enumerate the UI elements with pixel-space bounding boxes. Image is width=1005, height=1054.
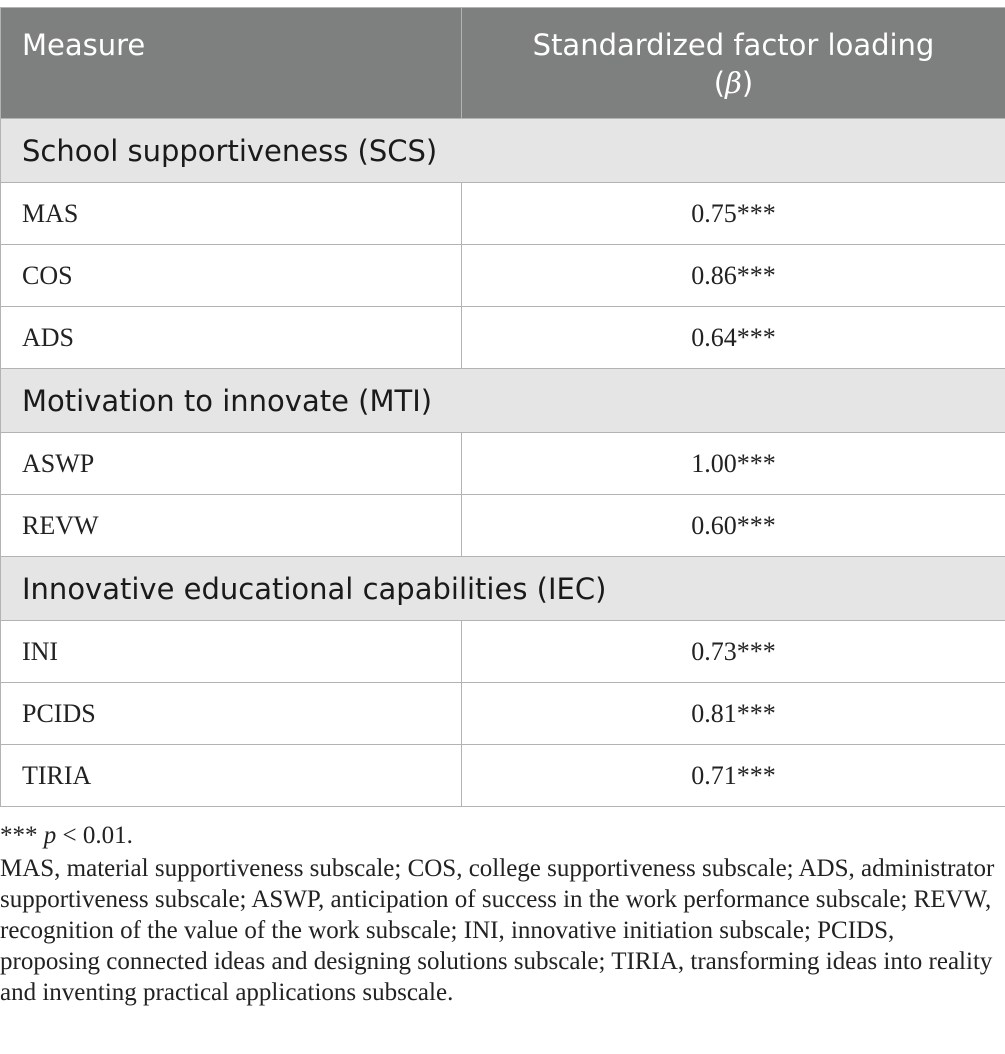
measure-cell: TIRIA — [1, 745, 462, 807]
table-header-row — [1, 8, 1005, 119]
table-row — [1, 433, 1005, 495]
table-row — [1, 495, 1005, 557]
header-loading-label: Standardized factor loading — [532, 28, 935, 62]
abbreviations-note: MAS, material supportiveness subscale; COS, college supportiveness subscale; ADS, administrator supportiveness subscale; ASWP, anticipation of success in the work performance subscale; REVW, recognition of the value of the work subscale; INI, innovative initiation subscale; PCIDS, proposing connected ideas and designing solutions subscale; TIRIA, transforming ideas into reality and inventing practical applications subscale. — [0, 855, 995, 1006]
factor-loading-table — [0, 7, 1005, 807]
group-row-scs — [1, 119, 1005, 183]
table-footnotes — [0, 820, 1000, 1008]
loading-cell: 0.64*** — [462, 307, 1005, 369]
group-title: Innovative educational capabilities (IEC) — [1, 557, 1005, 621]
table-row — [1, 183, 1005, 245]
significance-threshold: < 0.01. — [62, 822, 133, 849]
significance-p: p — [43, 822, 57, 849]
measure-cell: REVW — [1, 495, 462, 557]
significance-stars: *** — [0, 822, 38, 849]
table-row — [1, 621, 1005, 683]
significance-note — [0, 820, 1000, 851]
loading-cell: 1.00*** — [462, 433, 1005, 495]
measure-cell: PCIDS — [1, 683, 462, 745]
measure-cell: COS — [1, 245, 462, 307]
table-row — [1, 745, 1005, 807]
measure-cell: ASWP — [1, 433, 462, 495]
group-row-mti — [1, 369, 1005, 433]
table-row — [1, 683, 1005, 745]
loading-cell: 0.75*** — [462, 183, 1005, 245]
loading-cell: 0.60*** — [462, 495, 1005, 557]
header-measure: Measure — [1, 8, 462, 119]
measure-cell: MAS — [1, 183, 462, 245]
header-beta-symbol: β — [725, 66, 742, 100]
group-title: Motivation to innovate (MTI) — [1, 369, 1005, 433]
group-title: School supportiveness (SCS) — [1, 119, 1005, 183]
measure-cell: INI — [1, 621, 462, 683]
group-row-iec — [1, 557, 1005, 621]
loading-cell: 0.81*** — [462, 683, 1005, 745]
loading-cell: 0.73*** — [462, 621, 1005, 683]
table-row — [1, 307, 1005, 369]
header-loading: Standardized factor loading (β) — [462, 8, 1005, 119]
measure-cell: ADS — [1, 307, 462, 369]
loading-cell: 0.86*** — [462, 245, 1005, 307]
table-row — [1, 245, 1005, 307]
loading-cell: 0.71*** — [462, 745, 1005, 807]
